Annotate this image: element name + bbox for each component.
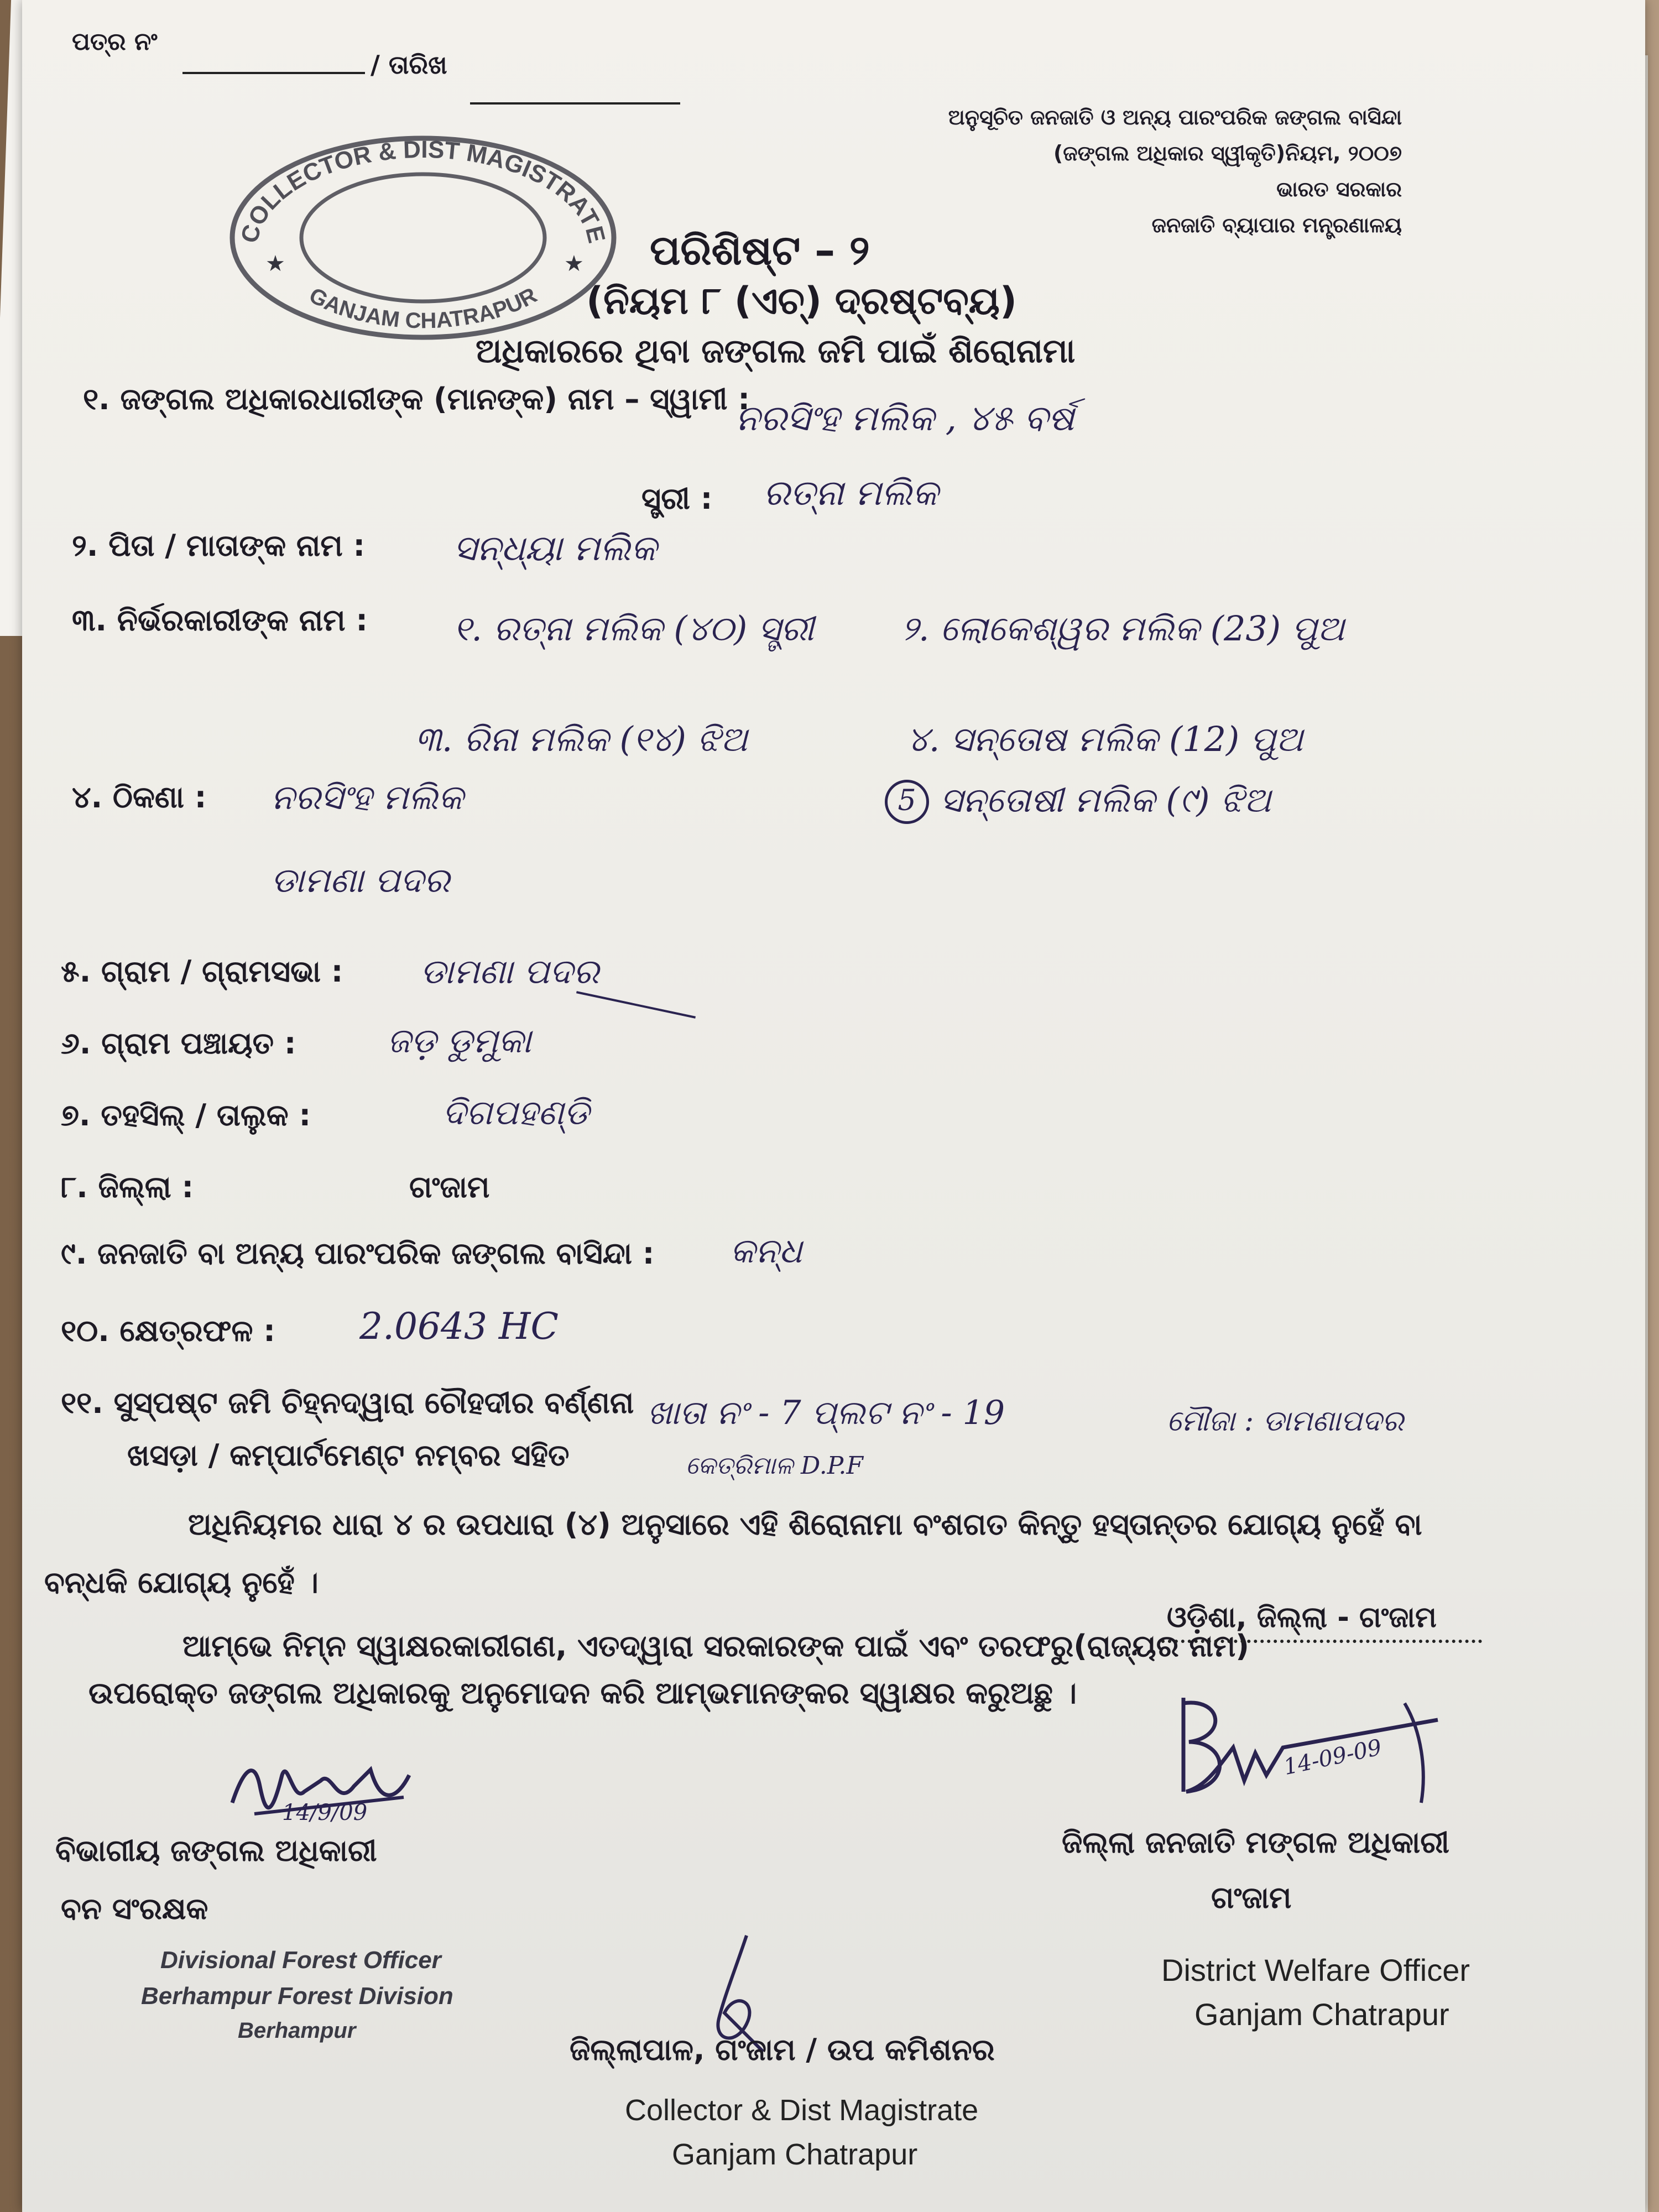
ministry-line-4: ଜନଜାତି ବ୍ୟାପାର ମନ୍ତ୍ରଣାଳୟ: [1151, 213, 1402, 237]
welfare-officer-signature-date: 14-09-09: [1281, 1734, 1384, 1781]
welfare-officer-stamp-2: Ganjam Chatrapur: [1194, 1997, 1449, 2032]
field-7-value: ଦିଗପହଣ୍ଡି: [442, 1092, 589, 1133]
svg-text:COLLECTOR & DIST MAGISTRATE: [236, 136, 610, 246]
forest-officer-stamp-1: Divisional Forest Officer: [160, 1947, 441, 1974]
ref-number-label: ପତ୍ର ନଂ: [72, 28, 158, 56]
field-8-value: ଗଂଜାମ: [409, 1170, 490, 1204]
field-11-mouza: ମୌଜା : ଡାମଣାପଦର: [1167, 1405, 1404, 1438]
ministry-line-3: ଭାରତ ସରକାର: [1276, 177, 1402, 201]
field-1-husband-value: ନରସିଂହ ମଲିକ , ୪୫ ବର୍ଷ: [735, 398, 1074, 439]
welfare-officer-title-1: ଜିଲ୍ଲା ଜନଜାତି ମଙ୍ଗଳ ଅଧିକାରୀ: [1062, 1825, 1449, 1860]
seal-bottom-text: GANJAM CHATRAPUR: [305, 283, 541, 333]
collector-seal-stamp: [224, 127, 622, 343]
field-3-dependent-1: ୧. ରତ୍ନା ମଲିକ (୪୦) ସ୍ତ୍ରୀ: [453, 608, 814, 649]
state-name: ଓଡ଼ିଶା, ଜିଲ୍ଲା - ଗଂଜାମ: [1167, 1601, 1437, 1634]
field-11-value-line-1: ଖାତା ନଂ - 7 ପ୍ଲଟ ନଂ - 19: [647, 1394, 1005, 1432]
field-1-wife-label: ସ୍ତ୍ରୀ :: [641, 481, 713, 516]
forest-officer-title-1: ବିଭାଗୀୟ ଜଙ୍ଗଲ ଅଧିକାରୀ: [55, 1833, 377, 1868]
field-8-label: ୮. ଜିଲ୍ଲା :: [61, 1170, 194, 1204]
svg-text:★: ★: [564, 251, 584, 276]
field-3-dependent-5: ସନ୍ତୋଷୀ ମଲିକ (୯) ଝିଅ: [940, 780, 1271, 820]
paragraph-1-line-1: ଅଧିନିୟମର ଧାରା ୪ ର ଉପଧାରା (୪) ଅନୁସାରେ ଏହି ଶିରୋନାମା ବଂଶଗତ କିନ୍ତୁ ହସ୍ତାନ୍ତର ଯୋଗ୍ୟ ନୁହେଁ ବା: [188, 1507, 1422, 1542]
field-9-label: ୯. ଜନଜାତି ବା ଅନ୍ୟ ପାରଂପରିକ ଜଙ୍ଗଲ ବାସିନ୍ଦା :: [61, 1236, 655, 1271]
date-line: [470, 102, 680, 105]
field-3-dependent-3: ୩. ରିନା ମଲିକ (୧୪) ଝିଅ: [415, 719, 748, 759]
ministry-line-2: (ଜଙ୍ଗଲ ଅଧିକାର ସ୍ୱୀକୃତି)ନିୟମ, ୨୦୦୭: [1053, 141, 1402, 165]
field-3-dependent-2: ୨. ଲୋକେଶ୍ୱର ମଲିକ (23) ପୁଅ: [901, 608, 1345, 649]
forest-officer-signature-date: 14/9/09: [282, 1800, 368, 1825]
welfare-officer-stamp-1: District Welfare Officer: [1161, 1953, 1470, 1987]
collector-title: ଜିଲ୍ଲାପାଳ, ଗଂଜାମ / ଉପ କମିଶନର: [570, 2032, 995, 2067]
paragraph-2-line-1: ଆମ୍ଭେ ନିମ୍ନ ସ୍ୱାକ୍ଷରକାରୀଗଣ, ଏତଦ୍ୱାରା ସରକାରଙ୍କ ପାଇଁ ଏବଂ ତରଫରୁ(ରାଜ୍ୟର ନାମ): [182, 1629, 1249, 1663]
ref-number-line: [182, 72, 365, 74]
field-11-label-line-2: ଖସଡ଼ା / କମ୍ପାର୍ଟମେଣ୍ଟ ନମ୍ବର ସହିତ: [127, 1438, 570, 1473]
appendix-title: ପରିଶିଷ୍ଟ – ୨: [650, 227, 870, 274]
svg-text:★: ★: [265, 251, 285, 276]
document-page: [22, 0, 1645, 2212]
field-6-value: ଜଡ଼ ଡୁମୁକା: [387, 1020, 531, 1061]
seal-top-text: COLLECTOR & DIST MAGISTRATE: [236, 135, 611, 246]
forest-officer-stamp-2: Berhampur Forest Division: [141, 1983, 453, 2010]
field-4-address-line-2: ଡାମଣା ପଦର: [271, 860, 450, 900]
date-label: / ତାରିଖ: [371, 50, 447, 80]
forest-officer-signature: [221, 1736, 453, 1847]
field-6-label: ୬. ଗ୍ରାମ ପଞ୍ଚାୟତ :: [61, 1026, 296, 1061]
field-1-label: ୧. ଜଙ୍ଗଲ ଅଧିକାରଧାରୀଙ୍କ (ମାନଙ୍କ) ନାମ – ସ୍ୱାମୀ :: [83, 382, 750, 416]
collector-stamp-2: Ganjam Chatrapur: [672, 2138, 918, 2171]
field-4-label: ୪. ଠିକଣା :: [72, 780, 207, 815]
forest-officer-stamp-3: Berhampur: [238, 2018, 356, 2043]
field-4-address-line-1: ନରସିଂହ ମଲିକ: [271, 777, 464, 817]
forest-officer-title-2: ବନ ସଂରକ୍ଷକ: [61, 1891, 208, 1926]
field-3-dependent-5-number: 5: [885, 780, 929, 824]
field-2-value: ସନ୍ଧ୍ୟା ମଲିକ: [453, 528, 657, 569]
paragraph-1-line-2: ବନ୍ଧକି ଯୋଗ୍ୟ ନୁହେଁ ।: [44, 1565, 319, 1600]
field-10-value: 2.0643 HC: [359, 1305, 559, 1348]
collector-stamp-1: Collector & Dist Magistrate: [625, 2094, 979, 2127]
field-10-label: ୧୦. କ୍ଷେତ୍ରଫଳ :: [61, 1313, 275, 1348]
document-heading: ଅଧିକାରରେ ଥିବା ଜଙ୍ଗଲ ଜମି ପାଇଁ ଶିରୋନାମା: [476, 332, 1076, 371]
field-11-label-line-1: ୧୧. ସୁସ୍ପଷ୍ଟ ଜମି ଚିହ୍ନଦ୍ୱାରା ଚୌହଦୀର ବର୍ଣ୍ଣନା: [61, 1385, 634, 1420]
field-5-value: ଡାମଣା ପଦର: [420, 951, 599, 992]
field-3-label: ୩. ନିର୍ଭରକାରୀଙ୍କ ନାମ :: [72, 603, 368, 638]
paragraph-2-line-2: ଉପରୋକ୍ତ ଜଙ୍ଗଲ ଅଧିକାରକୁ ଅନୁମୋଦନ କରି ଆମ୍ଭମାନଙ୍କର ସ୍ୱାକ୍ଷର କରୁଅଛୁ ।: [88, 1676, 1077, 1710]
field-2-label: ୨. ପିତା / ମାତାଙ୍କ ନାମ :: [72, 528, 366, 563]
state-name-line: [1161, 1640, 1482, 1643]
field-1-wife-value: ରତ୍ନା ମଲିକ: [763, 473, 938, 514]
field-9-value: କନ୍ଧ: [730, 1230, 802, 1271]
ministry-line-1: ଅନୁସୂଚିତ ଜନଜାତି ଓ ଅନ୍ୟ ପାରଂପରିକ ଜଙ୍ଗଲ ବାସିନ୍ଦା: [948, 105, 1402, 129]
field-5-underline: [576, 991, 696, 1019]
field-3-dependent-4: ୪. ସନ୍ତୋଷ ମଲିକ (12) ପୁଅ: [907, 719, 1303, 759]
welfare-officer-title-2: ଗଂଜାମ: [1211, 1880, 1292, 1915]
field-11-value-line-2: କେତ୍ରିମାଳ D.P.F: [686, 1452, 863, 1480]
field-7-label: ୭. ତହସିଲ୍ / ତାଲୁକ :: [61, 1098, 311, 1133]
field-5-label: ୫. ଗ୍ରାମ / ଗ୍ରାମସଭା :: [61, 954, 343, 989]
rule-reference: (ନିୟମ ୮ (ଏଚ୍) ଦ୍ରଷ୍ଟବ୍ୟ): [586, 279, 1017, 323]
